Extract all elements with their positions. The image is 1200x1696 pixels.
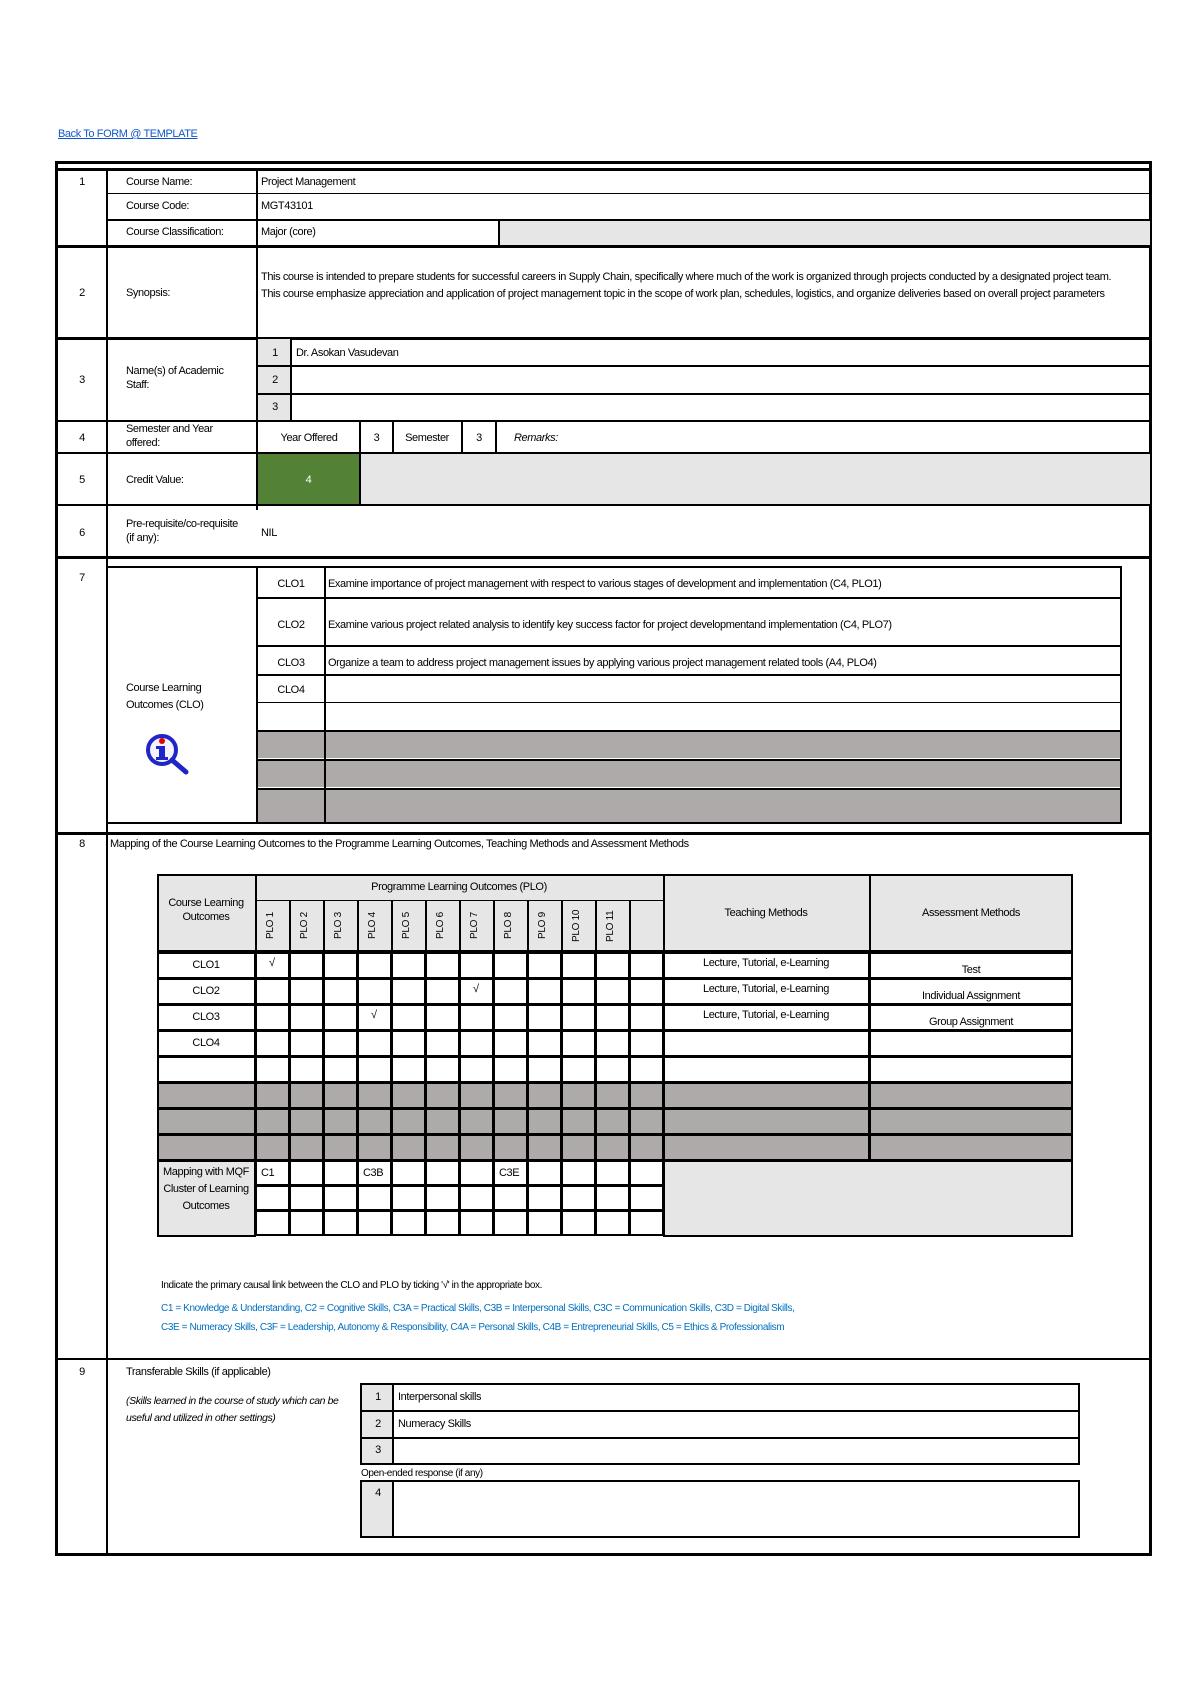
divider — [629, 900, 631, 952]
plo-checkbox-cell[interactable] — [289, 1004, 324, 1031]
plo-checkbox-cell — [629, 1134, 664, 1161]
remarks-label: Remarks: — [514, 432, 558, 444]
plo-checkbox-cell[interactable] — [391, 1056, 426, 1083]
plo-checkbox-cell — [425, 1108, 460, 1135]
plo-checkbox-cell[interactable] — [289, 1056, 324, 1083]
plo-checkbox-cell[interactable] — [561, 952, 596, 979]
plo-checkbox-cell — [595, 1082, 630, 1109]
mqf-cell[interactable] — [561, 1185, 596, 1211]
credit-value-label: Credit Value: — [126, 474, 184, 486]
plo-checkbox-cell — [493, 1082, 528, 1109]
divider — [324, 730, 326, 824]
mqf-cell[interactable] — [527, 1160, 562, 1186]
plo-checkbox-cell — [357, 1108, 392, 1135]
staff-name[interactable]: Dr. Asokan Vasudevan — [296, 347, 399, 359]
assessment-method-cell — [869, 1134, 1073, 1161]
plo-column-header: PLO 6 — [435, 912, 446, 940]
plo-column-header — [639, 906, 653, 946]
course-name-label: Course Name: — [126, 176, 193, 188]
mqf-cell[interactable] — [323, 1210, 358, 1236]
mqf-cell[interactable] — [561, 1160, 596, 1186]
assessment-method[interactable]: Individual Assignment — [922, 990, 1020, 1002]
plo-checkbox-cell[interactable] — [391, 1004, 426, 1031]
plo-checkbox-cell[interactable] — [357, 1056, 392, 1083]
mqf-cell[interactable] — [289, 1160, 324, 1186]
divider — [55, 245, 1152, 248]
teaching-method-cell[interactable] — [663, 1030, 870, 1057]
academic-staff-label: Name(s) of Academic Staff: — [126, 365, 224, 391]
plo-checkbox-cell[interactable] — [425, 1030, 460, 1057]
plo-checkbox-cell[interactable] — [255, 1030, 290, 1057]
plo-checkbox-cell — [289, 1134, 324, 1161]
divider — [357, 900, 359, 952]
mqf-cell[interactable] — [459, 1160, 494, 1186]
mqf-cell[interactable] — [289, 1210, 324, 1236]
plo-header: Programme Learning Outcomes (PLO) — [371, 881, 547, 893]
divider — [527, 900, 529, 952]
section-number: 1 — [79, 176, 85, 188]
section-number: 2 — [79, 287, 85, 299]
mqf-value: C3E — [499, 1167, 520, 1179]
course-name-value[interactable]: Project Management — [261, 176, 356, 188]
clo-code: CLO4 — [192, 1037, 220, 1049]
mqf-cell[interactable] — [425, 1185, 460, 1211]
open-ended-box — [360, 1480, 1080, 1538]
plo-checkbox-cell — [561, 1134, 596, 1161]
semester-value[interactable]: 3 — [476, 432, 482, 444]
divider — [55, 832, 1152, 835]
assessment-method[interactable]: Group Assignment — [928, 1016, 1014, 1028]
mqf-cell[interactable] — [459, 1185, 494, 1211]
plo-checkbox-cell[interactable] — [459, 952, 494, 979]
teaching-method[interactable]: Lecture, Tutorial, e-Learning — [703, 983, 829, 995]
clo-code: CLO1 — [192, 959, 220, 971]
info-magnifier-icon[interactable] — [140, 728, 196, 778]
plo-column-header: PLO 5 — [401, 912, 412, 940]
teaching-method-cell — [663, 1108, 870, 1135]
section-number: 9 — [79, 1366, 85, 1378]
plo-checkbox-cell[interactable] — [595, 978, 630, 1005]
teaching-method[interactable]: Lecture, Tutorial, e-Learning — [703, 1009, 829, 1021]
mqf-value: C1 — [261, 1167, 275, 1179]
divider — [256, 674, 1122, 676]
semester-label: Semester — [405, 432, 449, 444]
divider — [459, 900, 461, 952]
assessment-method-cell[interactable] — [869, 1030, 1073, 1057]
plo-checkbox-cell[interactable] — [595, 1030, 630, 1057]
divider — [55, 1358, 1152, 1360]
plo-checkbox-cell[interactable] — [629, 1004, 664, 1031]
plo-checkbox-cell[interactable] — [459, 1004, 494, 1031]
plo-column-header: PLO 10 — [571, 909, 582, 943]
divider — [360, 1410, 1080, 1412]
mqf-cell[interactable] — [255, 1185, 290, 1211]
plo-checkbox-cell — [595, 1108, 630, 1135]
open-ended-index: 4 — [375, 1487, 381, 1499]
mqf-cell[interactable] — [459, 1210, 494, 1236]
plo-checkbox-cell — [459, 1082, 494, 1109]
open-ended-label: Open-ended response (if any) — [361, 1468, 483, 1479]
plo-checkbox-cell[interactable] — [289, 952, 324, 979]
tick-instruction: Indicate the primary causal link between the CLO and PLO by ticking '√' in the appropriate box. — [161, 1280, 542, 1291]
plo-checkbox-cell[interactable] — [459, 1030, 494, 1057]
mapping-title: Mapping of the Course Learning Outcomes to the Programme Learning Outcomes, Teaching Methods and Assessment Methods — [110, 838, 689, 850]
plo-checkbox-cell[interactable] — [561, 1056, 596, 1083]
plo-checkbox-cell — [255, 1082, 290, 1109]
plo-checkbox-cell[interactable] — [425, 1056, 460, 1083]
plo-checkbox-cell[interactable] — [357, 952, 392, 979]
plo-checkbox-cell — [493, 1108, 528, 1135]
classification-filler — [498, 221, 1150, 245]
mqf-cell[interactable] — [561, 1210, 596, 1236]
section-number: 3 — [79, 374, 85, 386]
mqf-cell[interactable] — [527, 1210, 562, 1236]
section-number: 7 — [79, 572, 85, 584]
plo-checkbox-cell[interactable] — [493, 952, 528, 979]
mqf-cell[interactable] — [527, 1185, 562, 1211]
divider — [55, 504, 1152, 506]
plo-checkbox-cell[interactable] — [493, 1004, 528, 1031]
skill-text[interactable]: Interpersonal skills — [398, 1391, 482, 1403]
plo-checkbox-cell — [459, 1134, 494, 1161]
classification-value[interactable]: Major (core) — [261, 226, 316, 238]
mqf-cell[interactable] — [629, 1185, 664, 1211]
plo-checkbox-cell — [323, 1108, 358, 1135]
staff-index: 1 — [272, 347, 278, 359]
number-column-divider — [106, 170, 108, 1555]
clo-row-disabled — [258, 732, 1120, 758]
mqf-cell[interactable] — [391, 1185, 426, 1211]
mqf-cell[interactable] — [357, 1210, 392, 1236]
plo-checkbox-cell[interactable] — [561, 1004, 596, 1031]
mqf-cell[interactable] — [391, 1210, 426, 1236]
plo-checkbox-cell — [323, 1134, 358, 1161]
prerequisite-value[interactable]: NIL — [261, 527, 277, 539]
divider — [256, 393, 1152, 395]
clo-label: Course Learning Outcomes (CLO) — [126, 682, 204, 711]
divider — [493, 900, 495, 952]
section-number: 6 — [79, 527, 85, 539]
divider — [55, 337, 1152, 340]
plo-checkbox-cell — [527, 1134, 562, 1161]
plo-checkbox-cell — [561, 1108, 596, 1135]
mqf-legend-line-2: C3E = Numeracy Skills, C3F = Leadership, Autonomy & Responsibility, C4A = Personal Skills, C4B = Entrepreneurial Skills, C5 = Ethics & Professionalism — [161, 1322, 785, 1333]
credit-value[interactable]: 4 — [305, 474, 312, 486]
mqf-cell[interactable] — [595, 1185, 630, 1211]
divider — [425, 900, 427, 952]
divider — [360, 1437, 1080, 1439]
divider — [256, 365, 1152, 367]
plo-checkbox-cell — [255, 1134, 290, 1161]
plo-checkbox-cell[interactable] — [425, 978, 460, 1005]
plo-checkbox-cell[interactable] — [527, 1030, 562, 1057]
teaching-method-cell — [663, 1134, 870, 1161]
mqf-cell[interactable] — [629, 1160, 664, 1186]
plo-checkbox-cell[interactable] — [493, 1030, 528, 1057]
table-row-clo-cell — [157, 1134, 256, 1161]
plo-checkbox-cell[interactable] — [459, 1056, 494, 1083]
table-row-clo-cell — [157, 1108, 256, 1135]
mqf-cell[interactable] — [323, 1185, 358, 1211]
plo-checkbox-cell[interactable] — [629, 978, 664, 1005]
plo-checkbox-cell[interactable] — [527, 978, 562, 1005]
staff-index: 3 — [272, 401, 278, 413]
table-row-clo-cell — [157, 1056, 256, 1083]
plo-checkbox-cell[interactable] — [629, 1056, 664, 1083]
plo-column-header: PLO 8 — [503, 912, 514, 940]
clo-text[interactable]: Organize a team to address project management issues by applying various project management related tools (A4, PLO4) — [328, 657, 877, 669]
plo-checkbox-cell[interactable] — [493, 978, 528, 1005]
teaching-method-cell — [663, 1082, 870, 1109]
plo-column-header: PLO 9 — [537, 912, 548, 940]
plo-checkbox-cell — [425, 1134, 460, 1161]
plo-checkbox-cell — [629, 1082, 664, 1109]
clo-text[interactable]: Examine various project related analysis to identify key success factor for project developmentand implementation (C4, PLO7) — [328, 619, 892, 631]
semester-year-label: Semester and Year offered: — [126, 423, 213, 449]
plo-column-header: PLO 4 — [367, 912, 378, 940]
tick-mark: √ — [268, 957, 276, 969]
plo-checkbox-cell[interactable] — [323, 1056, 358, 1083]
plo-checkbox-cell[interactable] — [595, 952, 630, 979]
plo-checkbox-cell[interactable] — [595, 1004, 630, 1031]
clo-code: CLO2 — [277, 619, 305, 631]
divider — [323, 900, 325, 952]
divider — [289, 900, 291, 952]
plo-checkbox-cell[interactable] — [391, 952, 426, 979]
plo-checkbox-cell — [357, 1082, 392, 1109]
clo-code: CLO3 — [277, 657, 305, 669]
plo-checkbox-cell[interactable] — [391, 1030, 426, 1057]
plo-checkbox-cell[interactable] — [595, 1056, 630, 1083]
plo-checkbox-cell[interactable] — [323, 952, 358, 979]
plo-checkbox-cell[interactable] — [425, 1004, 460, 1031]
skill-index: 3 — [375, 1444, 381, 1456]
plo-checkbox-cell — [391, 1082, 426, 1109]
clo-row-disabled — [258, 790, 1120, 822]
plo-checkbox-cell[interactable] — [323, 1030, 358, 1057]
plo-checkbox-cell[interactable] — [289, 978, 324, 1005]
clo-row-disabled — [258, 761, 1120, 787]
plo-column-header: PLO 3 — [333, 912, 344, 940]
mqf-cell[interactable] — [391, 1160, 426, 1186]
assessment-method-cell — [869, 1108, 1073, 1135]
mqf-cell[interactable] — [255, 1210, 290, 1236]
assessment-method-cell — [869, 1082, 1073, 1109]
plo-checkbox-cell[interactable] — [357, 978, 392, 1005]
divider — [495, 420, 497, 453]
plo-checkbox-cell[interactable] — [255, 1004, 290, 1031]
plo-checkbox-cell[interactable] — [391, 978, 426, 1005]
divider — [256, 645, 1122, 647]
plo-column-header: PLO 1 — [265, 912, 276, 940]
section-number: 5 — [79, 474, 85, 486]
plo-column-header: PLO 7 — [469, 912, 480, 940]
skill-index: 1 — [375, 1391, 381, 1403]
plo-checkbox-cell[interactable] — [493, 1056, 528, 1083]
back-to-form-link[interactable]: Back To FORM @ TEMPLATE — [58, 128, 198, 140]
plo-checkbox-cell — [255, 1108, 290, 1135]
plo-checkbox-cell[interactable] — [255, 978, 290, 1005]
plo-checkbox-cell[interactable] — [323, 978, 358, 1005]
section-number: 8 — [79, 838, 85, 850]
plo-checkbox-cell — [595, 1134, 630, 1161]
plo-checkbox-cell — [527, 1108, 562, 1135]
staff-index: 2 — [272, 374, 278, 386]
course-code-label: Course Code: — [126, 200, 190, 212]
mqf-cell[interactable] — [425, 1210, 460, 1236]
plo-checkbox-cell[interactable] — [289, 1030, 324, 1057]
clo-code: CLO4 — [277, 684, 305, 696]
assessment-methods-header: Assessment Methods — [922, 907, 1020, 919]
clo-code: CLO2 — [192, 985, 220, 997]
divider — [55, 168, 1152, 171]
prerequisite-label: Pre-requisite/co-requisite (if any): — [126, 518, 238, 544]
divider — [106, 193, 1152, 194]
plo-checkbox-cell[interactable] — [527, 1056, 562, 1083]
divider — [55, 556, 1152, 559]
plo-column-header: PLO 11 — [605, 910, 616, 942]
assessment-method[interactable]: Test — [961, 964, 981, 976]
plo-checkbox-cell — [391, 1108, 426, 1135]
transferable-skills-title: Transferable Skills (if applicable) — [126, 1366, 271, 1378]
mqf-cell[interactable] — [357, 1185, 392, 1211]
teaching-method-cell[interactable] — [663, 1056, 870, 1083]
mqf-cell[interactable] — [595, 1210, 630, 1236]
skill-text[interactable]: Numeracy Skills — [398, 1418, 471, 1430]
plo-checkbox-cell — [425, 1082, 460, 1109]
mqf-filler — [663, 1160, 1073, 1237]
mqf-cell[interactable] — [289, 1185, 324, 1211]
assessment-method-cell[interactable] — [869, 1056, 1073, 1083]
plo-checkbox-cell[interactable] — [561, 1030, 596, 1057]
plo-checkbox-cell — [357, 1134, 392, 1161]
plo-checkbox-cell — [493, 1134, 528, 1161]
divider — [391, 900, 393, 952]
classification-label: Course Classification: — [126, 226, 224, 238]
plo-checkbox-cell — [289, 1108, 324, 1135]
skill-index: 2 — [375, 1418, 381, 1430]
plo-checkbox-cell[interactable] — [527, 952, 562, 979]
mqf-label: Mapping with MQF Cluster of Learning Outcomes — [163, 1166, 249, 1212]
plo-checkbox-cell — [391, 1134, 426, 1161]
tick-mark: √ — [370, 1009, 378, 1021]
clo-code: CLO3 — [192, 1011, 220, 1023]
plo-mapping-table — [157, 874, 1082, 1248]
plo-checkbox-cell[interactable] — [527, 1004, 562, 1031]
plo-column-header: PLO 2 — [299, 912, 310, 940]
plo-checkbox-cell[interactable] — [357, 1030, 392, 1057]
clo-text[interactable]: Examine importance of project management with respect to various stages of development and implementation (C4, PLO1) — [328, 578, 882, 590]
divider — [561, 900, 563, 952]
clo-header: Course Learning Outcomes — [168, 897, 244, 923]
teaching-methods-header: Teaching Methods — [724, 907, 808, 919]
mqf-cell[interactable] — [629, 1210, 664, 1236]
plo-checkbox-cell — [561, 1082, 596, 1109]
credit-filler — [359, 454, 1150, 504]
mqf-cell[interactable] — [323, 1160, 358, 1186]
synopsis-text[interactable]: This course is intended to prepare students for successful careers in Supply Chain, specifically where much of the work is organized through projects conducted by a designated project team. This course emphasize appreciation and application of project management topic in the scope of work plan, schedules, logistics, and organize deliveries based on overall project parameters — [261, 271, 1112, 300]
divider — [256, 597, 1122, 599]
plo-checkbox-cell[interactable] — [255, 1056, 290, 1083]
divider — [595, 900, 597, 952]
mqf-cell[interactable] — [493, 1210, 528, 1236]
transferable-skills-note: (Skills learned in the course of study which can be useful and utilized in other settings) — [126, 1395, 339, 1424]
section-number: 4 — [79, 432, 85, 444]
mqf-cell[interactable] — [425, 1160, 460, 1186]
plo-checkbox-cell — [527, 1082, 562, 1109]
plo-checkbox-cell[interactable] — [629, 1030, 664, 1057]
course-code-value[interactable]: MGT43101 — [261, 200, 313, 212]
tick-mark: √ — [472, 983, 480, 995]
mqf-legend-line-1: C1 = Knowledge & Understanding, C2 = Cognitive Skills, C3A = Practical Skills, C3B = Interpersonal Skills, C3C = Communication Skills, C3D = Digital Skills, — [161, 1303, 795, 1314]
mqf-value: C3B — [363, 1167, 384, 1179]
plo-checkbox-cell[interactable] — [561, 978, 596, 1005]
plo-checkbox-cell — [629, 1108, 664, 1135]
divider — [256, 702, 1122, 703]
plo-checkbox-cell — [289, 1082, 324, 1109]
year-offered-label: Year Offered — [280, 432, 338, 444]
plo-checkbox-cell[interactable] — [629, 952, 664, 979]
clo-code: CLO1 — [277, 578, 305, 590]
teaching-method[interactable]: Lecture, Tutorial, e-Learning — [703, 957, 829, 969]
plo-checkbox-cell[interactable] — [425, 952, 460, 979]
synopsis-label: Synopsis: — [126, 287, 171, 299]
table-row-clo-cell — [157, 1082, 256, 1109]
plo-checkbox-cell[interactable] — [323, 1004, 358, 1031]
mqf-cell[interactable] — [595, 1160, 630, 1186]
plo-checkbox-cell — [459, 1108, 494, 1135]
mqf-cell[interactable] — [493, 1185, 528, 1211]
year-offered-value[interactable]: 3 — [373, 432, 380, 444]
plo-checkbox-cell — [323, 1082, 358, 1109]
